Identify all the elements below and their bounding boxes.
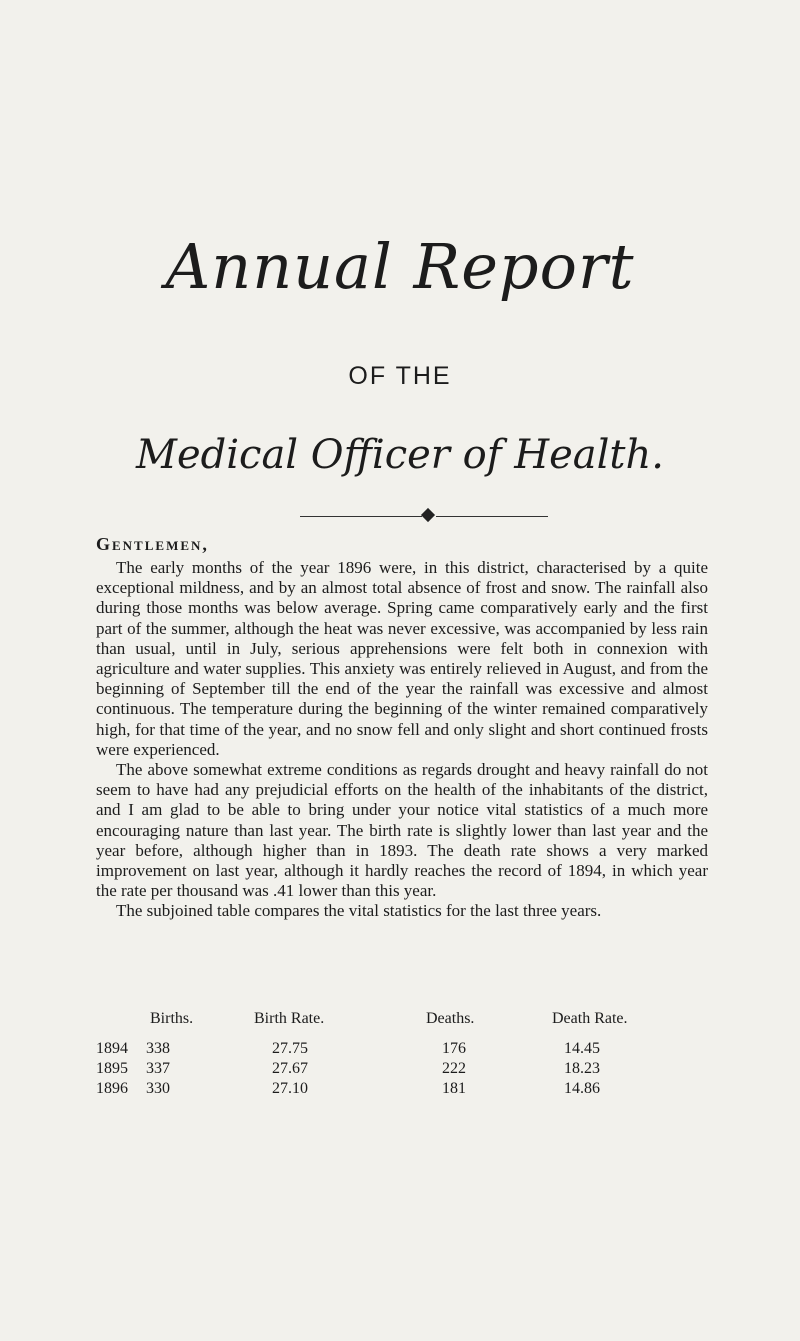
- row-deaths: 222: [442, 1060, 466, 1077]
- row-birth-rate: 27.10: [272, 1080, 308, 1097]
- table-row: [96, 1060, 756, 1080]
- header-death-rate: Death Rate.: [552, 1010, 628, 1027]
- paragraph-weather: The early months of the year 1896 were, in this district, characterised by a quite exceptional mildness, and by an almost total absence of frost and snow. The rainfall also during those months was below average. Spring came comparatively early and the first part of the summer, although the heat was never excessive, was accompanied by less rain than usual, until in July, serious apprehensions were felt both in connexion with agriculture and water supplies. This anxiety was entirely relieved in August, and from the beginning of September till the end of the year the rainfall was excessive and almost continuous. The temperature during the beginning of the winter remained comparatively high, for that time of the year, and no snow fell and only slight and short continued frosts were experienced.: [96, 558, 708, 759]
- paragraph-statistics: The above somewhat extreme conditions as regards drought and heavy rainfall do not seem to have had any prejudicial efforts on the health of the inhabitants of the district, and I am glad to be able to bring under your notice vital statistics of a much more encouraging nature than last year. The birth rate is slightly lower than last year and the year before, although higher than in 1893. The death rate shows a very marked improvement on last year, although it hardly reaches the record of 1894, in which year the rate per thousand was .41 lower than this year.: [96, 760, 708, 901]
- table-row: [96, 1080, 756, 1100]
- header-birth-rate: Birth Rate.: [254, 1010, 325, 1027]
- row-year: 1896: [96, 1080, 128, 1097]
- row-death-rate: 18.23: [564, 1060, 600, 1077]
- row-birth-rate: 27.75: [272, 1040, 308, 1057]
- paragraph-table-intro: The subjoined table compares the vital statistics for the last three years.: [116, 901, 602, 921]
- ornament-rule-right: [436, 516, 548, 517]
- report-of-the: OF THE: [348, 362, 452, 390]
- row-year: 1895: [96, 1060, 128, 1077]
- diamond-ornament-icon: [421, 508, 435, 522]
- row-births: 330: [146, 1080, 170, 1097]
- row-deaths: 176: [442, 1040, 466, 1057]
- header-deaths: Deaths.: [426, 1010, 475, 1027]
- report-title: Annual Report: [165, 230, 635, 303]
- row-year: 1894: [96, 1040, 128, 1057]
- row-births: 338: [146, 1040, 170, 1057]
- report-subtitle: Medical Officer of Health.: [136, 432, 664, 478]
- row-births: 337: [146, 1060, 170, 1077]
- salutation: Gentlemen,: [96, 534, 209, 554]
- row-birth-rate: 27.67: [272, 1060, 308, 1077]
- header-births: Births.: [150, 1010, 194, 1027]
- table-row: [96, 1040, 756, 1060]
- row-death-rate: 14.45: [564, 1040, 600, 1057]
- ornament-rule-left: [300, 516, 422, 517]
- report-body: [96, 558, 708, 922]
- row-death-rate: 14.86: [564, 1080, 600, 1097]
- row-deaths: 181: [442, 1080, 466, 1097]
